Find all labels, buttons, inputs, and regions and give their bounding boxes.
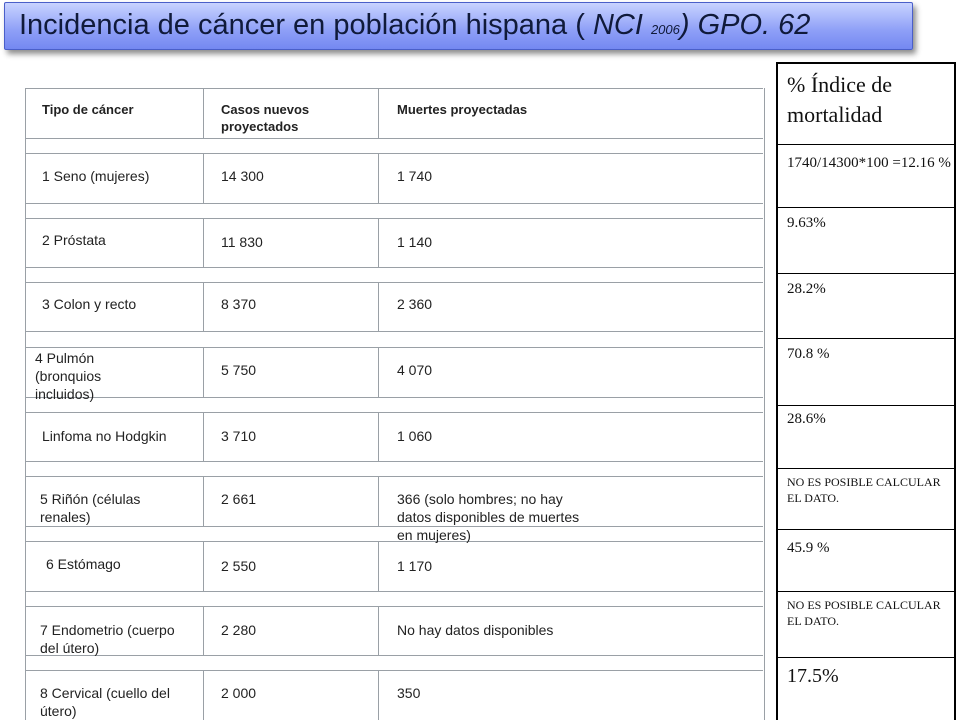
column-divider <box>378 476 379 527</box>
cell-type: 4 Pulmón (bronquios incluidos) <box>35 350 102 402</box>
page-title <box>19 9 810 42</box>
title-main: Incidencia de cáncer en población hispana ( <box>19 9 593 41</box>
cell-cases: 2 661 <box>221 491 257 507</box>
cell-cases: 14 300 <box>221 168 264 184</box>
cell-deaths: 2 360 <box>397 296 433 312</box>
mortality-value: 70.8 % <box>778 338 954 405</box>
column-divider <box>378 88 379 139</box>
mortality-header: % Índice de mortalidad <box>787 72 893 127</box>
column-divider <box>203 347 204 398</box>
cell-deaths: 1 170 <box>397 558 433 574</box>
column-divider <box>203 282 204 332</box>
column-divider <box>203 88 204 139</box>
mortality-value: 28.6% <box>778 405 954 468</box>
cell-type: 5 Riñón (células renales) <box>40 491 141 525</box>
mortality-value: NO ES POSIBLE CALCULAR EL DATO. <box>778 591 954 657</box>
title-year: 2006 <box>650 22 680 37</box>
mortality-value: 9.63% <box>778 207 954 273</box>
table-header-row <box>25 88 763 139</box>
column-divider <box>378 412 379 462</box>
header-type: Tipo de cáncer <box>42 102 134 117</box>
mortality-value: 17.5% <box>778 657 954 722</box>
cell-cases: 8 370 <box>221 296 257 312</box>
title-source: NCI <box>592 9 651 41</box>
cell-type: 3 Colon y recto <box>42 296 137 312</box>
column-divider <box>203 541 204 592</box>
column-divider <box>378 347 379 398</box>
cell-type: 1 Seno (mujeres) <box>42 168 150 184</box>
cell-deaths: No hay datos disponibles <box>397 622 554 638</box>
mortality-table <box>776 62 956 720</box>
header-deaths: Muertes proyectadas <box>397 102 528 117</box>
table-row <box>25 541 763 592</box>
cell-type: 7 Endometrio (cuerpo del útero) <box>40 622 175 656</box>
cell-type: 8 Cervical (cuello del útero) <box>40 685 170 719</box>
table-row <box>25 218 763 268</box>
column-divider <box>378 218 379 268</box>
column-divider <box>203 218 204 268</box>
title-banner <box>4 2 913 50</box>
column-divider <box>378 670 379 720</box>
cell-deaths: 1 140 <box>397 234 433 250</box>
cell-cases: 2 550 <box>221 558 257 574</box>
column-divider <box>378 541 379 592</box>
mortality-value: 28.2% <box>778 273 954 338</box>
cell-deaths: 4 070 <box>397 362 433 378</box>
cell-deaths: 366 (solo hombres; no hay datos disponibles de muertes en mujeres) <box>397 491 580 543</box>
column-divider <box>378 606 379 656</box>
mortality-value: 1740/14300*100 =12.16 % <box>778 144 954 207</box>
column-divider <box>203 606 204 656</box>
cell-type: Linfoma no Hodgkin <box>42 428 167 444</box>
mortality-value: 45.9 % <box>778 529 954 591</box>
cell-cases: 5 750 <box>221 362 257 378</box>
cell-type: 6 Estómago <box>46 556 121 572</box>
cell-cases: 2 000 <box>221 685 257 701</box>
title-suffix: ) GPO. 62 <box>679 9 811 41</box>
cell-deaths: 350 <box>397 685 421 701</box>
column-divider <box>203 670 204 720</box>
header-cases: Casos nuevos proyectados <box>221 102 310 134</box>
cell-deaths: 1 740 <box>397 168 433 184</box>
column-divider <box>203 476 204 527</box>
column-divider <box>378 282 379 332</box>
cell-deaths: 1 060 <box>397 428 433 444</box>
column-divider <box>203 153 204 204</box>
column-divider <box>203 412 204 462</box>
cell-cases: 11 830 <box>221 234 263 250</box>
column-divider <box>378 153 379 204</box>
cell-cases: 2 280 <box>221 622 257 638</box>
mortality-value: NO ES POSIBLE CALCULAR EL DATO. <box>778 468 954 529</box>
cell-type: 2 Próstata <box>42 232 106 248</box>
cell-cases: 3 710 <box>221 428 257 444</box>
